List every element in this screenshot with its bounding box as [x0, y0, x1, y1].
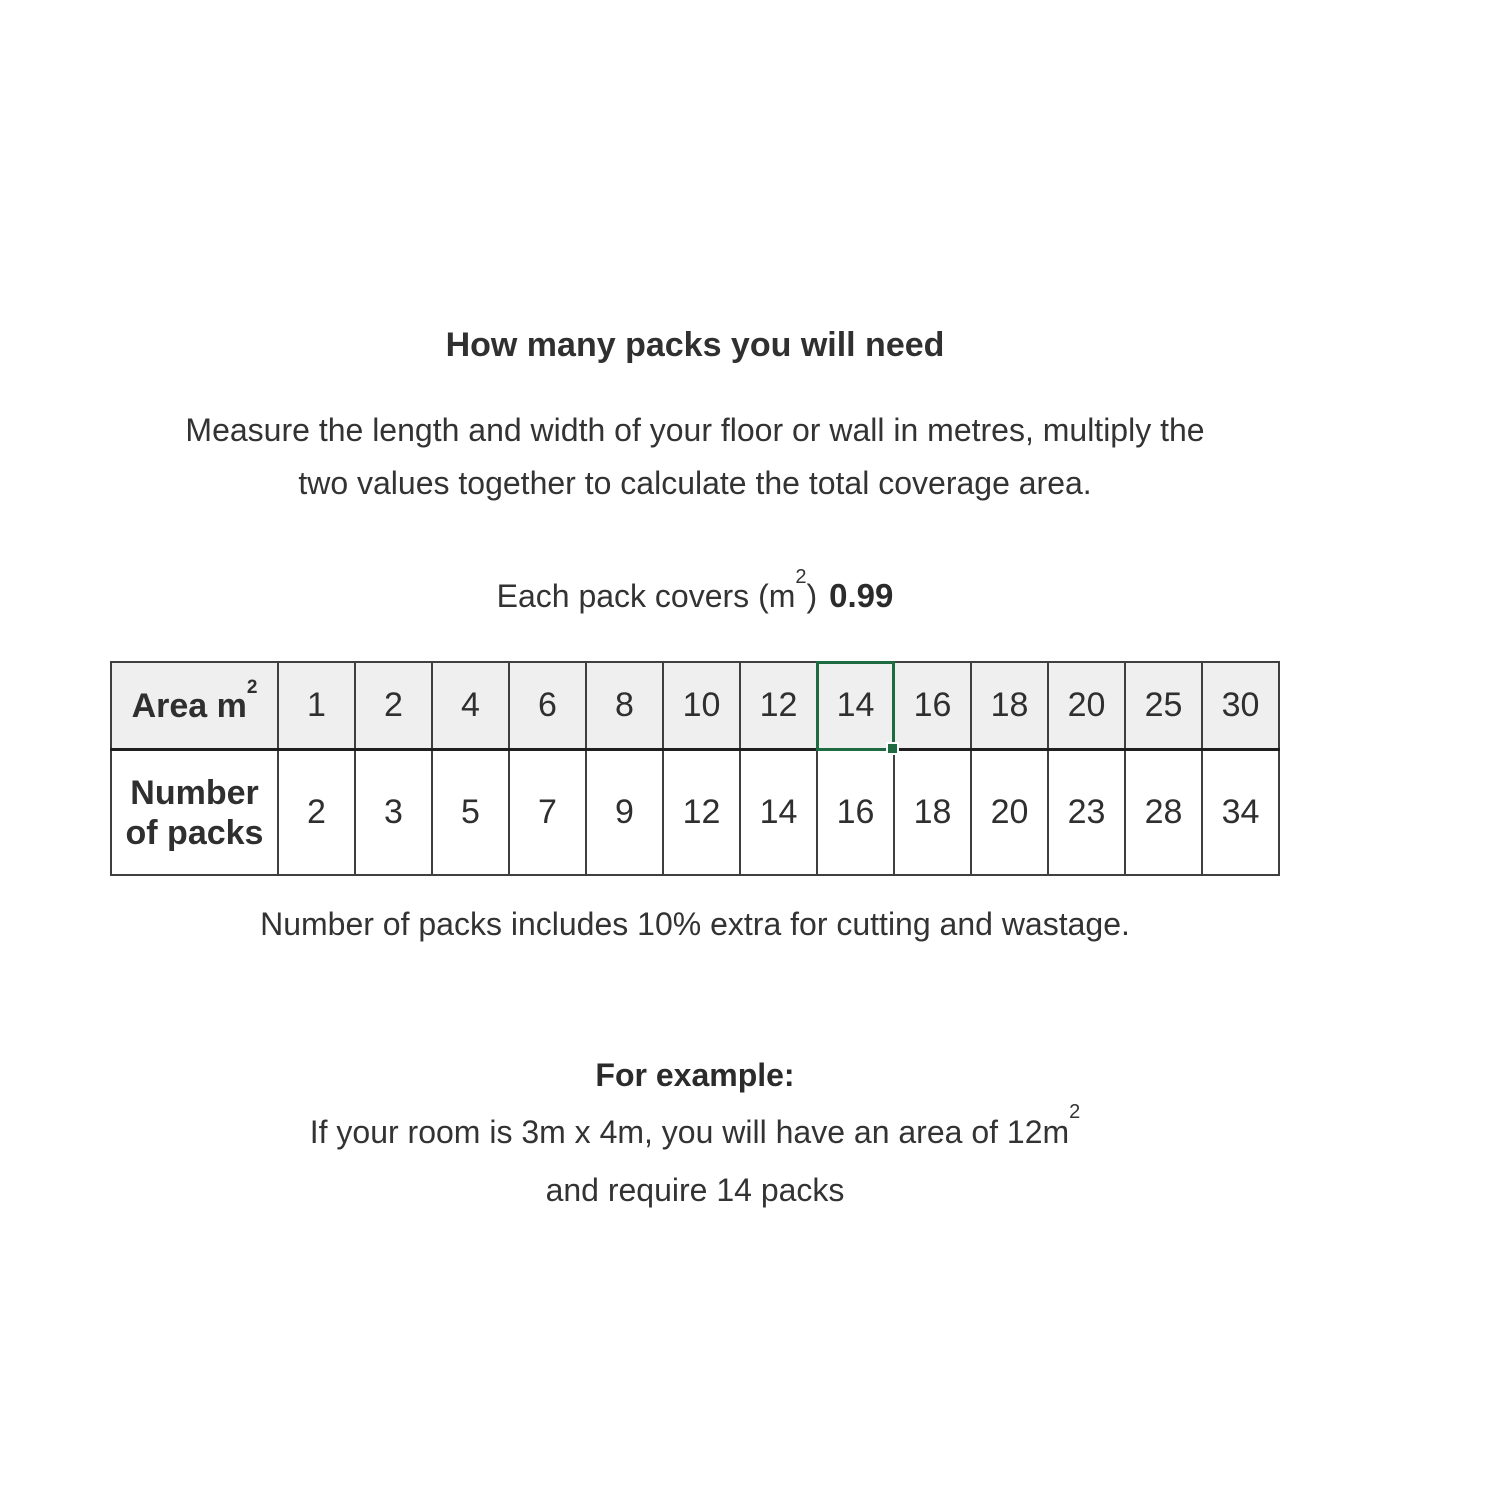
packs-cell: 2 [278, 750, 355, 876]
intro-text [110, 404, 1280, 510]
coverage-label-suffix: ) [806, 578, 818, 614]
selected-area-value: 14 [836, 686, 875, 724]
area-cell-selected [817, 662, 894, 750]
document-body [110, 0, 1280, 1210]
area-cell: 2 [355, 662, 432, 750]
area-row-header-text: Area m [131, 686, 247, 725]
example-heading: For example: [595, 1057, 795, 1093]
area-cell: 4 [432, 662, 509, 750]
area-cell: 10 [663, 662, 740, 750]
area-cell: 25 [1125, 662, 1202, 750]
packs-cell: 9 [586, 750, 663, 876]
area-cell: 18 [971, 662, 1048, 750]
packs-cell: 23 [1048, 750, 1125, 876]
packs-cell: 14 [740, 750, 817, 876]
area-cell: 8 [586, 662, 663, 750]
coverage-superscript: 2 [795, 566, 807, 589]
packs-cell: 5 [432, 750, 509, 876]
area-row-header-superscript: 2 [246, 677, 258, 699]
example-line-2: and require 14 packs [545, 1172, 845, 1208]
packs-cell: 34 [1202, 750, 1279, 876]
area-row-header [111, 662, 278, 750]
packs-cell: 7 [509, 750, 586, 876]
packs-cell: 20 [971, 750, 1048, 876]
area-cell: 1 [278, 662, 355, 750]
packs-row [111, 750, 1279, 876]
intro-line-2: two values together to calculate the total coverage area. [298, 465, 1092, 501]
intro-line-1: Measure the length and width of your floor or wall in metres, multiply the [185, 412, 1205, 448]
coverage-value: 0.99 [829, 577, 894, 614]
packs-cell: 12 [663, 750, 740, 876]
packs-table [110, 661, 1280, 876]
example-line-1 [110, 1101, 1280, 1152]
packs-row-header: Number of packs [111, 750, 278, 876]
packs-cell: 3 [355, 750, 432, 876]
coverage-label-prefix: Each pack covers (m [496, 578, 796, 614]
packs-cell: 28 [1125, 750, 1202, 876]
area-row [111, 662, 1279, 750]
wastage-note: Number of packs includes 10% extra for cutting and wastage. [260, 906, 1130, 942]
coverage-line [110, 566, 1280, 616]
example-line-1-text: If your room is 3m x 4m, you will have an area of 12m [309, 1114, 1070, 1150]
area-cell: 20 [1048, 662, 1125, 750]
area-cell: 30 [1202, 662, 1279, 750]
packs-cell: 18 [894, 750, 971, 876]
example-superscript: 2 [1069, 1101, 1081, 1124]
area-cell: 6 [509, 662, 586, 750]
area-cell: 12 [740, 662, 817, 750]
area-cell: 16 [894, 662, 971, 750]
page-title: How many packs you will need [445, 326, 945, 364]
packs-cell: 16 [817, 750, 894, 876]
